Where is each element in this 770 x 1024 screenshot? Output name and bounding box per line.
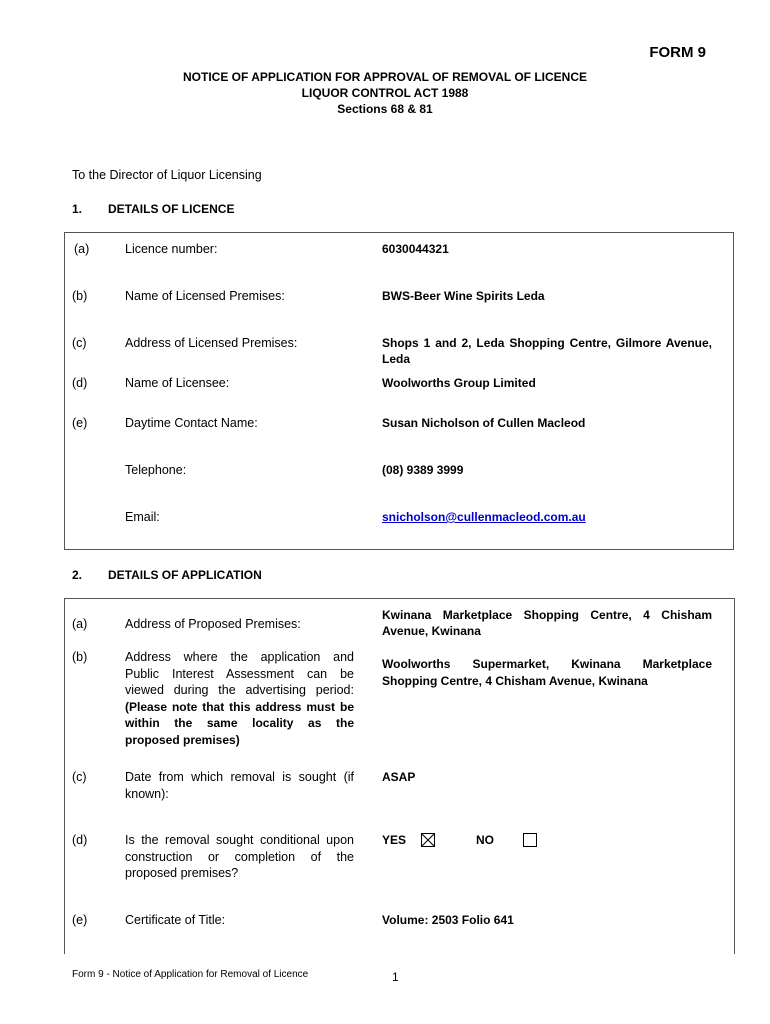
premises-address-value-line1: Shops 1 and 2, Leda Shopping Centre, Gilmore Avenue,: [382, 336, 712, 350]
app-row-key-c: (c): [72, 770, 87, 784]
yes-checkbox[interactable]: [421, 833, 435, 847]
act-name: LIQUOR CONTROL ACT 1988: [301, 86, 469, 100]
form-title: NOTICE OF APPLICATION FOR APPROVAL OF REMOVAL OF LICENCE: [182, 70, 587, 84]
row-key-d: (d): [72, 376, 88, 390]
form-number: FORM 9: [649, 44, 706, 61]
app-row-key-d: (d): [72, 833, 88, 847]
removal-date-label-line2: known):: [125, 786, 169, 801]
locality-note-line3: proposed premises): [125, 732, 240, 747]
viewing-address-label-line3: viewed during the advertising period:: [125, 683, 354, 697]
telephone-value: (08) 9389 3999: [382, 463, 464, 477]
locality-note-line1: (Please note that this address must be: [125, 699, 354, 714]
no-label: NO: [476, 833, 494, 847]
addressee: To the Director of Liquor Licensing: [72, 168, 262, 182]
licence-number-label: Licence number:: [125, 242, 218, 256]
premises-name-value: BWS-Beer Wine Spirits Leda: [382, 289, 545, 303]
contact-name-label: Daytime Contact Name:: [125, 416, 258, 430]
removal-date-label-line1: Date from which removal is sought (if: [125, 770, 354, 784]
sections-reference: Sections 68 & 81: [337, 102, 433, 116]
premises-address-label: Address of Licensed Premises:: [125, 336, 298, 350]
no-checkbox[interactable]: [523, 833, 537, 847]
certificate-of-title-value: Volume: 2503 Folio 641: [382, 913, 514, 927]
conditional-question-line1: Is the removal sought conditional upon: [125, 833, 354, 847]
section2-title: DETAILS OF APPLICATION: [108, 568, 262, 582]
premises-address-value-line2: Leda: [382, 352, 411, 366]
removal-date-value: ASAP: [382, 770, 416, 784]
row-key-c: (c): [72, 336, 87, 350]
proposed-address-label: Address of Proposed Premises:: [125, 617, 301, 631]
premises-name-label: Name of Licensed Premises:: [125, 289, 285, 303]
conditional-question-line2: construction or completion of the: [125, 849, 354, 864]
app-row-key-b: (b): [72, 650, 88, 664]
telephone-label: Telephone:: [125, 463, 187, 477]
locality-note-line2: within the same locality as the: [125, 716, 354, 730]
viewing-address-value-line2: Shopping Centre, 4 Chisham Avenue, Kwinana: [382, 673, 648, 688]
viewing-address-value-line1: Woolworths Supermarket, Kwinana Marketplace: [382, 657, 712, 671]
app-row-key-a: (a): [72, 617, 88, 631]
conditional-question-line3: proposed premises?: [125, 866, 239, 880]
proposed-address-value-line1: Kwinana Marketplace Shopping Centre, 4 Chisham: [382, 608, 712, 622]
certificate-of-title-label: Certificate of Title:: [125, 913, 226, 927]
viewing-address-label-line2: Public Interest Assessment can be: [125, 666, 354, 681]
section1-number: 1.: [72, 202, 83, 216]
yes-label: YES: [382, 833, 407, 847]
checkbox-cross-icon: [422, 834, 434, 846]
viewing-address-label-line1: Address where the application and: [125, 650, 354, 664]
email-label: Email:: [125, 510, 160, 524]
page-footer: Form 9 - Notice of Application for Removal of Licence: [72, 969, 309, 980]
page-number: 1: [392, 970, 399, 984]
contact-name-value: Susan Nicholson of Cullen Macleod: [382, 416, 586, 430]
row-key-a: (a): [74, 242, 90, 256]
app-row-key-e: (e): [72, 913, 88, 927]
section1-title: DETAILS OF LICENCE: [108, 202, 235, 216]
section2-number: 2.: [72, 568, 83, 582]
licensee-name-label: Name of Licensee:: [125, 376, 230, 390]
licensee-name-value: Woolworths Group Limited: [382, 376, 536, 390]
email-link[interactable]: snicholson@cullenmacleod.com.au: [382, 510, 586, 524]
row-key-b: (b): [72, 289, 88, 303]
form-title-block: [0, 69, 770, 117]
row-key-e: (e): [72, 416, 88, 430]
licence-number-value: 6030044321: [382, 242, 449, 256]
proposed-address-value-line2: Avenue, Kwinana: [382, 624, 481, 638]
